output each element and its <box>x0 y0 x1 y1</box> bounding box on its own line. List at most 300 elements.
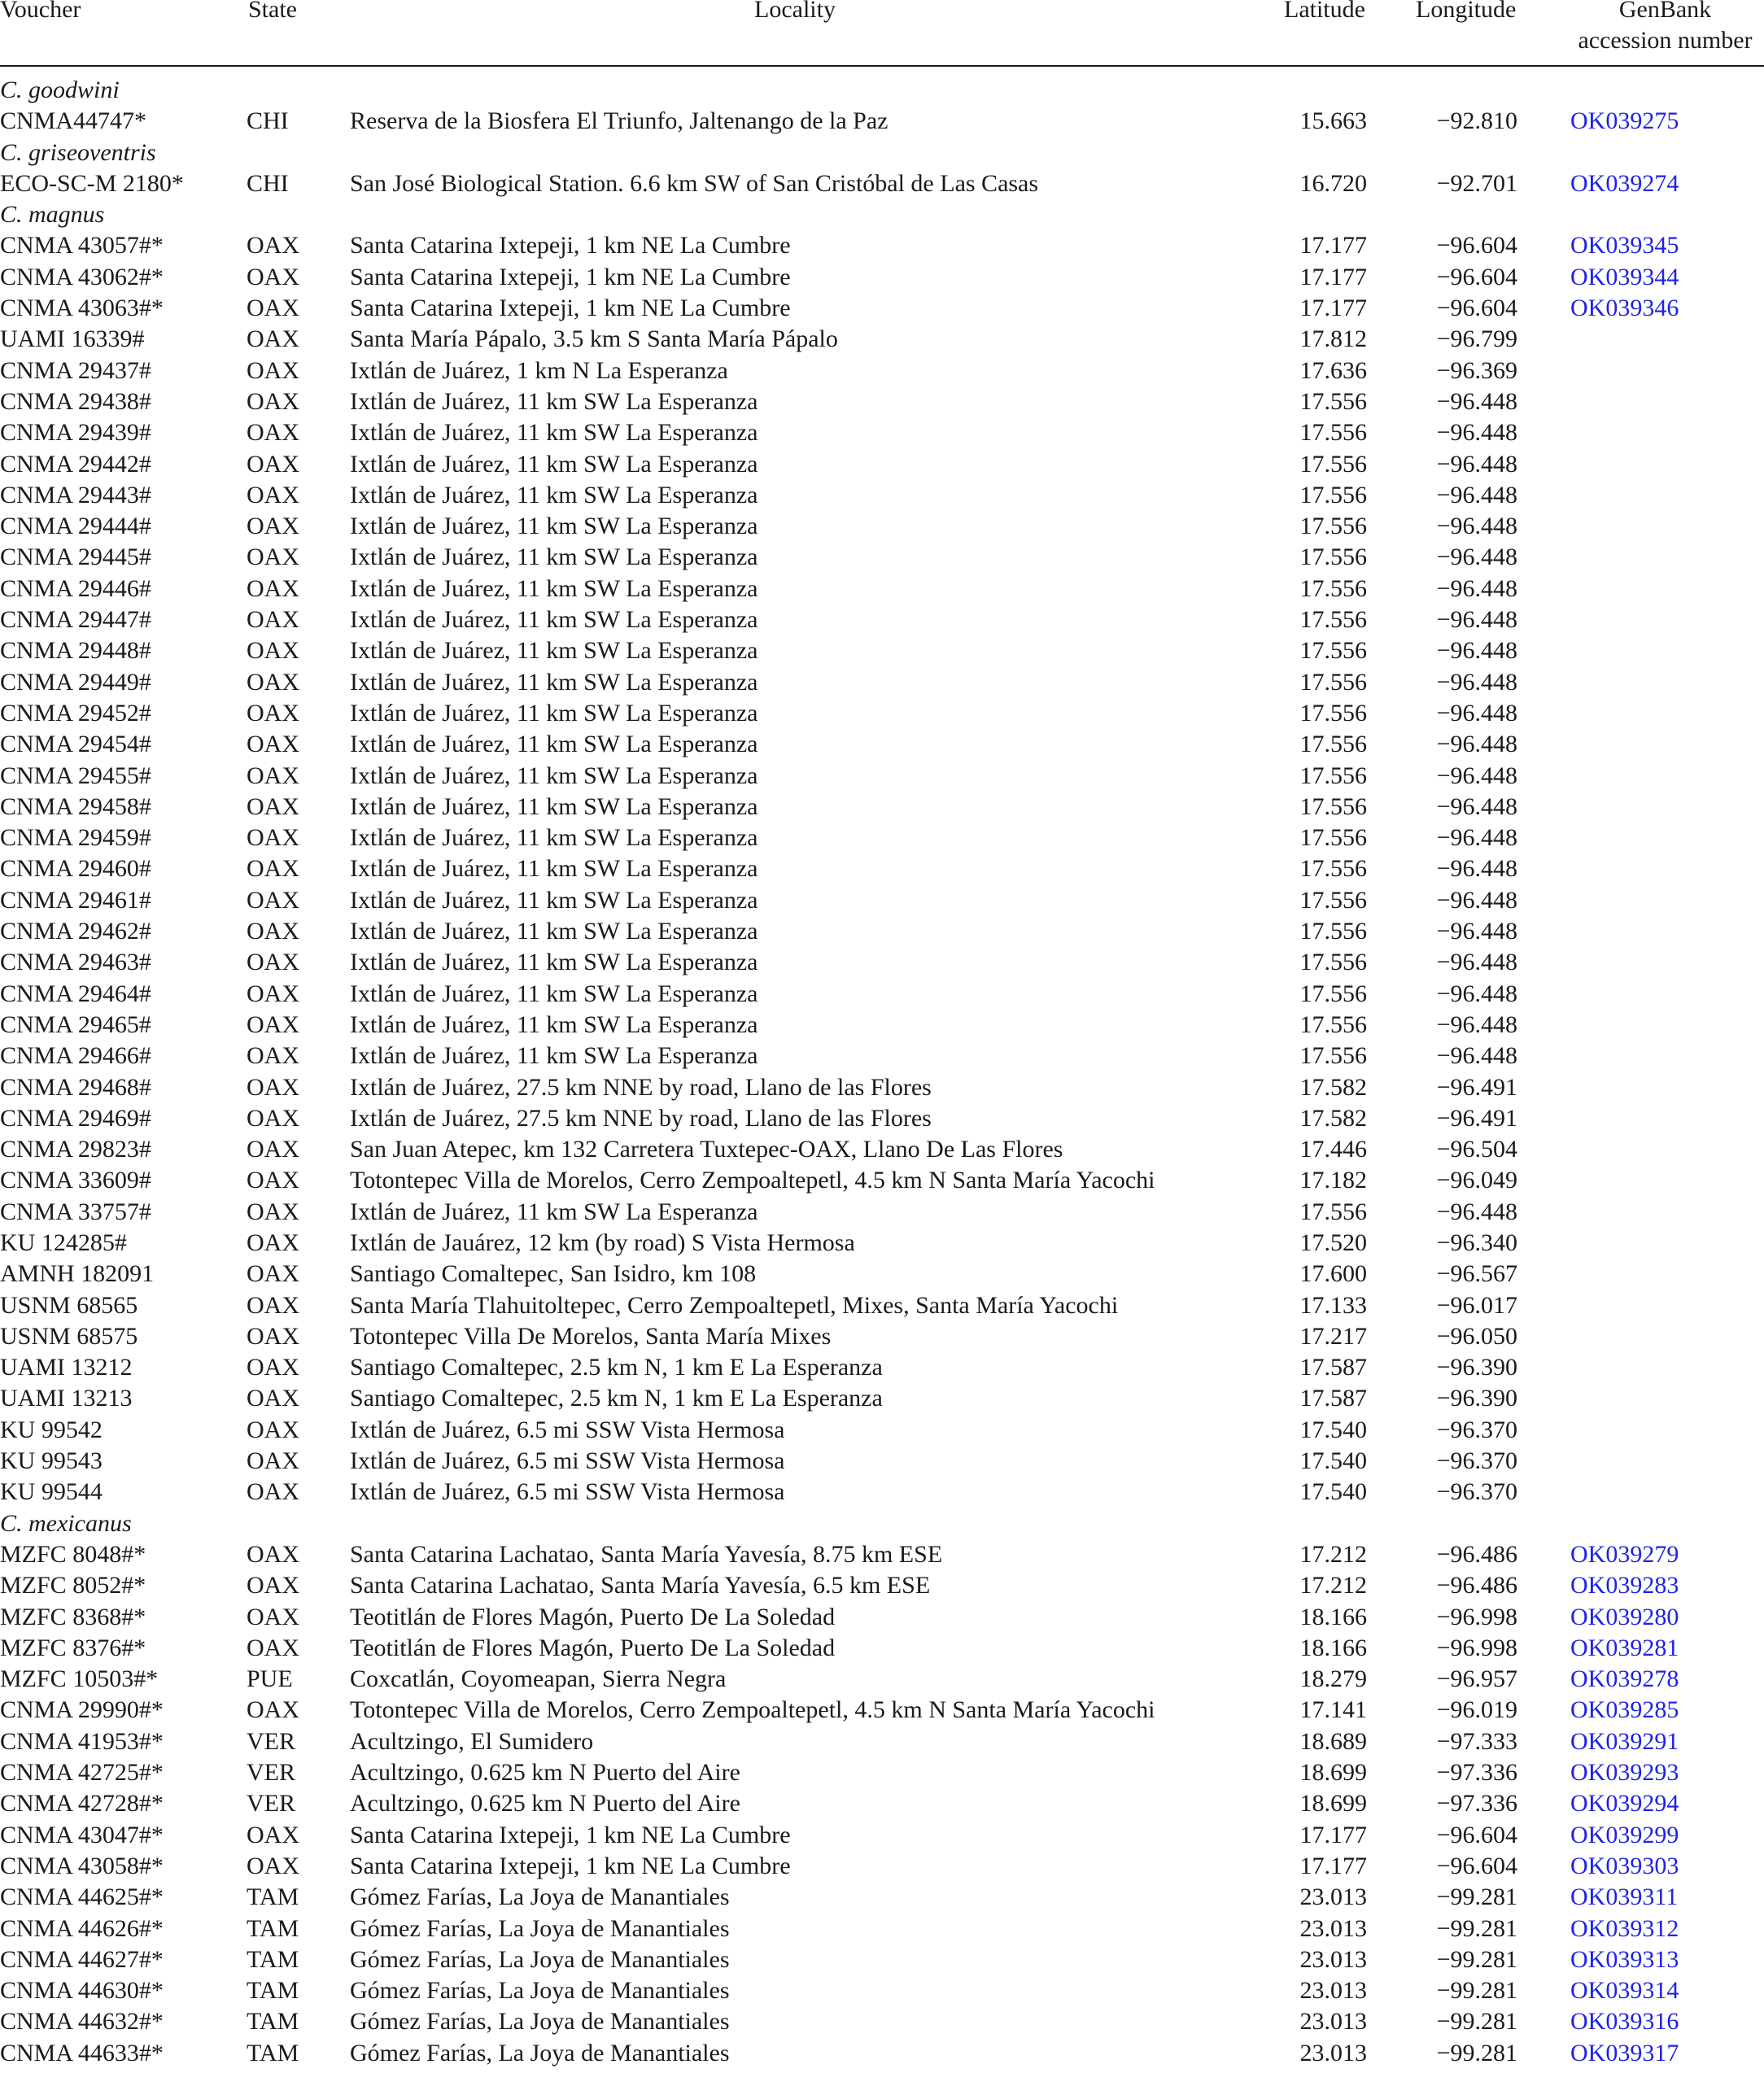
state-cell: OAX <box>247 855 299 883</box>
voucher-cell: KU 99542 <box>0 1416 103 1443</box>
table-row <box>0 324 1764 355</box>
latitude-cell: 17.556 <box>1299 1010 1367 1038</box>
table-row <box>0 1228 1764 1259</box>
state-cell: OAX <box>247 1260 299 1288</box>
table-row <box>0 1695 1764 1726</box>
state-cell: CHI <box>247 169 289 197</box>
state-cell: OAX <box>247 1852 299 1879</box>
locality-cell: Ixtlán de Juárez, 11 km SW La Esperanza <box>350 792 758 820</box>
longitude-cell: −96.448 <box>1436 918 1517 945</box>
locality-cell: Ixtlán de Juárez, 27.5 km NNE by road, Llano de las Flores <box>350 1073 932 1101</box>
table-row <box>0 979 1764 1010</box>
table-row <box>0 1820 1764 1851</box>
table-row <box>0 729 1764 760</box>
state-cell: OAX <box>247 450 299 478</box>
locality-cell: Ixtlán de Jauárez, 12 km (by road) S Vista Hermosa <box>350 1229 855 1256</box>
latitude-cell: 23.013 <box>1299 2008 1367 2036</box>
table-row <box>0 1041 1764 1071</box>
voucher-cell: CNMA 44625#* <box>0 1883 164 1911</box>
voucher-cell: CNMA 43058#* <box>0 1852 164 1879</box>
locality-cell: Ixtlán de Juárez, 11 km SW La Esperanza <box>350 543 758 571</box>
table-row <box>0 947 1764 978</box>
locality-cell: Ixtlán de Juárez, 11 km SW La Esperanza <box>350 637 758 665</box>
latitude-cell: 17.556 <box>1299 513 1367 540</box>
table-row <box>0 1757 1764 1788</box>
locality-cell: Santa María Pápalo, 3.5 km S Santa María Pápalo <box>350 325 838 353</box>
state-cell: OAX <box>247 1354 299 1381</box>
table-row <box>0 1477 1764 1508</box>
voucher-cell: CNMA 29459# <box>0 824 151 852</box>
state-cell: OAX <box>247 574 299 602</box>
table-row <box>0 1944 1764 1975</box>
genbank-link[interactable]: OK039281 <box>1570 1634 1679 1661</box>
locality-cell: Santa Catarina Lachatao, Santa María Yavesía, 6.5 km ESE <box>350 1572 931 1599</box>
voucher-cell: CNMA 29466# <box>0 1042 151 1070</box>
locality-cell: Ixtlán de Juárez, 11 km SW La Esperanza <box>350 886 758 914</box>
voucher-cell: CNMA 29464# <box>0 980 151 1007</box>
state-cell: VER <box>247 1759 295 1787</box>
locality-cell: Ixtlán de Juárez, 6.5 mi SSW Vista Hermosa <box>350 1416 785 1443</box>
locality-cell: Ixtlán de Juárez, 11 km SW La Esperanza <box>350 699 758 727</box>
longitude-cell: −96.448 <box>1436 543 1517 571</box>
latitude-cell: 18.699 <box>1299 1790 1367 1818</box>
longitude-cell: −96.448 <box>1436 731 1517 758</box>
state-cell: VER <box>247 1727 295 1755</box>
table-row <box>0 604 1764 635</box>
latitude-cell: 17.556 <box>1299 574 1367 602</box>
state-cell: OAX <box>247 762 299 789</box>
voucher-cell: CNMA 33609# <box>0 1167 151 1194</box>
locality-cell: Ixtlán de Juárez, 11 km SW La Esperanza <box>350 450 758 478</box>
voucher-cell: CNMA 29452# <box>0 699 151 727</box>
latitude-cell: 17.182 <box>1299 1167 1367 1194</box>
latitude-cell: 17.556 <box>1299 762 1367 789</box>
locality-cell: Gómez Farías, La Joya de Manantiales <box>350 1883 730 1911</box>
state-cell: OAX <box>247 543 299 571</box>
genbank-link[interactable]: OK039346 <box>1570 295 1679 322</box>
table-row <box>0 1352 1764 1383</box>
longitude-cell: −96.448 <box>1436 668 1517 696</box>
state-cell: OAX <box>247 1198 299 1225</box>
table-row <box>0 1570 1764 1601</box>
locality-cell: Santa Catarina Ixtepeji, 1 km NE La Cumbre <box>350 232 791 260</box>
locality-cell: Gómez Farías, La Joya de Manantiales <box>350 2008 730 2036</box>
voucher-cell: ECO-SC-M 2180* <box>0 169 184 197</box>
latitude-cell: 23.013 <box>1299 1977 1367 2005</box>
state-cell: TAM <box>247 1977 299 2005</box>
genbank-link[interactable]: OK039344 <box>1570 263 1679 290</box>
latitude-cell: 17.556 <box>1299 824 1367 852</box>
longitude-cell: −96.448 <box>1436 1010 1517 1038</box>
latitude-cell: 23.013 <box>1299 2039 1367 2066</box>
longitude-cell: −96.448 <box>1436 980 1517 1007</box>
species-group-row <box>0 75 1764 106</box>
latitude-cell: 17.540 <box>1299 1478 1367 1506</box>
longitude-cell: −96.448 <box>1436 606 1517 634</box>
locality-cell: Gómez Farías, La Joya de Manantiales <box>350 1945 730 1973</box>
locality-cell: Reserva de la Biosfera El Triunfo, Jaltenango de la Paz <box>350 107 889 135</box>
longitude-cell: −96.799 <box>1436 325 1517 353</box>
genbank-link[interactable]: OK039291 <box>1570 1727 1679 1755</box>
genbank-link[interactable]: OK039285 <box>1570 1696 1679 1724</box>
locality-cell: Ixtlán de Juárez, 11 km SW La Esperanza <box>350 731 758 758</box>
latitude-cell: 17.556 <box>1299 637 1367 665</box>
genbank-link[interactable]: OK039316 <box>1570 2008 1679 2036</box>
table-row <box>0 1788 1764 1819</box>
state-cell: OAX <box>247 1385 299 1412</box>
voucher-cell: CNMA 42728#* <box>0 1790 164 1818</box>
locality-cell: Ixtlán de Juárez, 11 km SW La Esperanza <box>350 513 758 540</box>
longitude-cell: −96.019 <box>1436 1696 1517 1724</box>
voucher-cell: KU 99544 <box>0 1478 103 1506</box>
state-cell: OAX <box>247 1229 299 1256</box>
state-cell: OAX <box>247 325 299 353</box>
voucher-cell: UAMI 13212 <box>0 1354 133 1381</box>
table-row <box>0 885 1764 916</box>
state-cell: OAX <box>247 731 299 758</box>
locality-cell: Ixtlán de Juárez, 11 km SW La Esperanza <box>350 855 758 883</box>
longitude-cell: −96.050 <box>1436 1322 1517 1350</box>
header-genbank-line1: GenBank <box>1618 0 1712 23</box>
table-row <box>0 386 1764 417</box>
latitude-cell: 17.446 <box>1299 1136 1367 1163</box>
locality-cell: Ixtlán de Juárez, 11 km SW La Esperanza <box>350 1010 758 1038</box>
species-group-row <box>0 199 1764 230</box>
genbank-link[interactable]: OK039317 <box>1570 2039 1679 2066</box>
genbank-link[interactable]: OK039280 <box>1570 1603 1679 1630</box>
locality-cell: Teotitlán de Flores Magón, Puerto De La Soledad <box>350 1634 836 1661</box>
genbank-link[interactable]: OK039294 <box>1570 1790 1679 1818</box>
latitude-cell: 23.013 <box>1299 1914 1367 1942</box>
table-row <box>0 1415 1764 1446</box>
voucher-cell: CNMA 29443# <box>0 481 151 508</box>
latitude-cell: 17.212 <box>1299 1572 1367 1599</box>
table-row <box>0 293 1764 324</box>
longitude-cell: −96.486 <box>1436 1540 1517 1568</box>
state-cell: OAX <box>247 481 299 508</box>
table-row <box>0 1072 1764 1103</box>
locality-cell: Teotitlán de Flores Magón, Puerto De La Soledad <box>350 1603 836 1630</box>
species-name: C. magnus <box>0 201 105 229</box>
voucher-cell: CNMA 43062#* <box>0 263 164 290</box>
locality-cell: Santa Catarina Lachatao, Santa María Yavesía, 8.75 km ESE <box>350 1540 943 1568</box>
table-row <box>0 916 1764 947</box>
latitude-cell: 17.556 <box>1299 450 1367 478</box>
table-row <box>0 106 1764 137</box>
voucher-cell: CNMA 29461# <box>0 886 151 914</box>
table-row <box>0 1290 1764 1321</box>
genbank-link[interactable]: OK039279 <box>1570 1540 1679 1568</box>
state-cell: TAM <box>247 1883 299 1911</box>
genbank-link[interactable]: OK039283 <box>1570 1572 1679 1599</box>
longitude-cell: −96.448 <box>1436 792 1517 820</box>
longitude-cell: −96.448 <box>1436 637 1517 665</box>
locality-cell: Acultzingo, El Sumidero <box>350 1727 594 1755</box>
state-cell: OAX <box>247 699 299 727</box>
longitude-cell: −96.448 <box>1436 574 1517 602</box>
locality-cell: Coxcatlán, Coyomeapan, Sierra Negra <box>350 1665 727 1693</box>
voucher-cell: AMNH 182091 <box>0 1260 155 1288</box>
state-cell: OAX <box>247 232 299 260</box>
voucher-cell: KU 99543 <box>0 1447 103 1475</box>
state-cell: OAX <box>247 886 299 914</box>
longitude-cell: −96.998 <box>1436 1634 1517 1661</box>
header-latitude: Latitude <box>1284 0 1365 23</box>
table-row <box>0 2038 1764 2069</box>
state-cell: OAX <box>247 1291 299 1319</box>
state-cell: OAX <box>247 1540 299 1568</box>
table-row <box>0 1975 1764 2006</box>
latitude-cell: 17.556 <box>1299 668 1367 696</box>
longitude-cell: −92.701 <box>1436 169 1517 197</box>
species-name: C. griseoventris <box>0 138 156 166</box>
locality-cell: Ixtlán de Juárez, 11 km SW La Esperanza <box>350 762 758 789</box>
state-cell: OAX <box>247 1696 299 1724</box>
state-cell: OAX <box>247 1634 299 1661</box>
locality-cell: Ixtlán de Juárez, 11 km SW La Esperanza <box>350 387 758 415</box>
voucher-cell: MZFC 8368#* <box>0 1603 146 1630</box>
state-cell: OAX <box>247 606 299 634</box>
table-row <box>0 1602 1764 1633</box>
longitude-cell: −96.604 <box>1436 232 1517 260</box>
table-row <box>0 480 1764 511</box>
table-row <box>0 635 1764 666</box>
table-row <box>0 1134 1764 1165</box>
longitude-cell: −96.604 <box>1436 1852 1517 1879</box>
locality-cell: Santa Catarina Ixtepeji, 1 km NE La Cumbre <box>350 263 791 290</box>
header-genbank <box>1566 0 1764 56</box>
latitude-cell: 17.556 <box>1299 1042 1367 1070</box>
table-row <box>0 1010 1764 1041</box>
latitude-cell: 18.699 <box>1299 1759 1367 1787</box>
table-row <box>0 356 1764 386</box>
locality-cell: Acultzingo, 0.625 km N Puerto del Aire <box>350 1790 740 1818</box>
genbank-link[interactable]: OK039274 <box>1570 169 1679 197</box>
locality-cell: Acultzingo, 0.625 km N Puerto del Aire <box>350 1759 740 1787</box>
longitude-cell: −96.448 <box>1436 949 1517 976</box>
table-row <box>0 1914 1764 1944</box>
latitude-cell: 17.556 <box>1299 699 1367 727</box>
voucher-cell: CNMA 29449# <box>0 668 151 696</box>
voucher-cell: CNMA 29463# <box>0 949 151 976</box>
latitude-cell: 17.600 <box>1299 1260 1367 1288</box>
locality-cell: Ixtlán de Juárez, 11 km SW La Esperanza <box>350 949 758 976</box>
latitude-cell: 18.689 <box>1299 1727 1367 1755</box>
locality-cell: Santiago Comaltepec, 2.5 km N, 1 km E La Esperanza <box>350 1385 883 1412</box>
voucher-cell: MZFC 10503#* <box>0 1665 159 1693</box>
table-row <box>0 511 1764 542</box>
genbank-link[interactable]: OK039314 <box>1570 1977 1679 2005</box>
table-row <box>0 1664 1764 1695</box>
locality-cell: Santa María Tlahuitoltepec, Cerro Zempoaltepetl, Mixes, Santa María Yacochi <box>350 1291 1119 1319</box>
genbank-link[interactable]: OK039312 <box>1570 1914 1679 1942</box>
latitude-cell: 17.217 <box>1299 1322 1367 1350</box>
voucher-cell: CNMA 29439# <box>0 419 151 447</box>
longitude-cell: −96.998 <box>1436 1603 1517 1630</box>
longitude-cell: −96.604 <box>1436 295 1517 322</box>
locality-cell: Totontepec Villa de Morelos, Cerro Zempoaltepetl, 4.5 km N Santa María Yacochi <box>350 1696 1155 1724</box>
voucher-cell: CNMA 29990#* <box>0 1696 164 1724</box>
latitude-cell: 18.166 <box>1299 1603 1367 1630</box>
longitude-cell: −99.281 <box>1436 2039 1517 2066</box>
table-row <box>0 262 1764 293</box>
locality-cell: Santiago Comaltepec, 2.5 km N, 1 km E La Esperanza <box>350 1354 883 1381</box>
state-cell: OAX <box>247 1478 299 1506</box>
locality-cell: Totontepec Villa De Morelos, Santa María Mixes <box>350 1322 832 1350</box>
latitude-cell: 17.556 <box>1299 949 1367 976</box>
longitude-cell: −96.049 <box>1436 1167 1517 1194</box>
latitude-cell: 17.177 <box>1299 232 1367 260</box>
longitude-cell: −96.491 <box>1436 1073 1517 1101</box>
locality-cell: Gómez Farías, La Joya de Manantiales <box>350 2039 730 2066</box>
voucher-cell: KU 124285# <box>0 1229 127 1256</box>
latitude-cell: 17.177 <box>1299 263 1367 290</box>
table-row <box>0 698 1764 729</box>
voucher-cell: CNMA 44630#* <box>0 1977 164 2005</box>
latitude-cell: 17.212 <box>1299 1540 1367 1568</box>
locality-cell: Santa Catarina Ixtepeji, 1 km NE La Cumbre <box>350 1821 791 1848</box>
longitude-cell: −96.390 <box>1436 1354 1517 1381</box>
state-cell: OAX <box>247 824 299 852</box>
latitude-cell: 17.141 <box>1299 1696 1367 1724</box>
table-row <box>0 1383 1764 1414</box>
genbank-link[interactable]: OK039275 <box>1570 107 1679 135</box>
voucher-cell: CNMA 43057#* <box>0 232 164 260</box>
header-state: State <box>248 0 297 23</box>
table-row <box>0 1851 1764 1882</box>
voucher-cell: CNMA 33757# <box>0 1198 151 1225</box>
locality-cell: Ixtlán de Juárez, 11 km SW La Esperanza <box>350 1042 758 1070</box>
voucher-cell: CNMA 29447# <box>0 606 151 634</box>
state-cell: VER <box>247 1790 295 1818</box>
state-cell: OAX <box>247 918 299 945</box>
state-cell: PUE <box>247 1665 293 1693</box>
header-locality: Locality <box>754 0 836 23</box>
locality-cell: Ixtlán de Juárez, 6.5 mi SSW Vista Hermosa <box>350 1447 785 1475</box>
table-row <box>0 574 1764 604</box>
genbank-link[interactable]: OK039311 <box>1570 1883 1679 1911</box>
state-cell: OAX <box>247 980 299 1007</box>
locality-cell: Ixtlán de Juárez, 11 km SW La Esperanza <box>350 574 758 602</box>
latitude-cell: 17.556 <box>1299 419 1367 447</box>
state-cell: TAM <box>247 1914 299 1942</box>
latitude-cell: 17.556 <box>1299 731 1367 758</box>
latitude-cell: 17.636 <box>1299 356 1367 384</box>
voucher-cell: CNMA 29437# <box>0 356 151 384</box>
state-cell: TAM <box>247 2008 299 2036</box>
longitude-cell: −99.281 <box>1436 1914 1517 1942</box>
state-cell: OAX <box>247 1167 299 1194</box>
longitude-cell: −99.281 <box>1436 2008 1517 2036</box>
table-row <box>0 1446 1764 1477</box>
longitude-cell: −97.333 <box>1436 1727 1517 1755</box>
table-row <box>0 1259 1764 1290</box>
latitude-cell: 17.556 <box>1299 855 1367 883</box>
genbank-link[interactable]: OK039313 <box>1570 1945 1679 1973</box>
longitude-cell: −96.448 <box>1436 1042 1517 1070</box>
state-cell: OAX <box>247 387 299 415</box>
latitude-cell: 17.540 <box>1299 1447 1367 1475</box>
state-cell: OAX <box>247 1447 299 1475</box>
table-row <box>0 1539 1764 1570</box>
voucher-cell: CNMA44747* <box>0 107 147 135</box>
genbank-link[interactable]: OK039278 <box>1570 1665 1679 1693</box>
locality-cell: Totontepec Villa de Morelos, Cerro Zempoaltepetl, 4.5 km N Santa María Yacochi <box>350 1167 1155 1194</box>
longitude-cell: −96.491 <box>1436 1104 1517 1132</box>
header-rule <box>0 65 1764 67</box>
table-row <box>0 230 1764 261</box>
state-cell: OAX <box>247 356 299 384</box>
voucher-cell: MZFC 8052#* <box>0 1572 146 1599</box>
longitude-cell: −97.336 <box>1436 1759 1517 1787</box>
locality-cell: Ixtlán de Juárez, 11 km SW La Esperanza <box>350 918 758 945</box>
voucher-cell: CNMA 29444# <box>0 513 151 540</box>
state-cell: OAX <box>247 1104 299 1132</box>
locality-cell: Ixtlán de Juárez, 27.5 km NNE by road, Llano de las Flores <box>350 1104 932 1132</box>
table-row <box>0 1197 1764 1228</box>
table-row <box>0 2006 1764 2037</box>
table-row <box>0 667 1764 698</box>
state-cell: OAX <box>247 1073 299 1101</box>
species-name: C. mexicanus <box>0 1509 132 1537</box>
latitude-cell: 17.556 <box>1299 980 1367 1007</box>
locality-cell: Ixtlán de Juárez, 1 km N La Esperanza <box>350 356 728 384</box>
voucher-cell: CNMA 29448# <box>0 637 151 665</box>
longitude-cell: −96.448 <box>1436 886 1517 914</box>
voucher-cell: CNMA 44626#* <box>0 1914 164 1942</box>
longitude-cell: −96.448 <box>1436 1198 1517 1225</box>
latitude-cell: 16.720 <box>1299 169 1367 197</box>
longitude-cell: −96.448 <box>1436 762 1517 789</box>
locality-cell: Ixtlán de Juárez, 11 km SW La Esperanza <box>350 824 758 852</box>
longitude-cell: −96.604 <box>1436 1821 1517 1848</box>
latitude-cell: 17.556 <box>1299 543 1367 571</box>
longitude-cell: −96.448 <box>1436 419 1517 447</box>
voucher-cell: CNMA 44632#* <box>0 2008 164 2036</box>
locality-cell: Santa Catarina Ixtepeji, 1 km NE La Cumbre <box>350 1852 791 1879</box>
longitude-cell: −96.448 <box>1436 387 1517 415</box>
state-cell: OAX <box>247 1603 299 1630</box>
longitude-cell: −99.281 <box>1436 1977 1517 2005</box>
genbank-link[interactable]: OK039293 <box>1570 1759 1679 1787</box>
latitude-cell: 17.556 <box>1299 918 1367 945</box>
genbank-link[interactable]: OK039299 <box>1570 1821 1679 1848</box>
longitude-cell: −96.369 <box>1436 356 1517 384</box>
latitude-cell: 23.013 <box>1299 1883 1367 1911</box>
voucher-cell: CNMA 43063#* <box>0 295 164 322</box>
table-row <box>0 1633 1764 1664</box>
latitude-cell: 17.556 <box>1299 1198 1367 1225</box>
genbank-link[interactable]: OK039303 <box>1570 1852 1679 1879</box>
longitude-cell: −99.281 <box>1436 1883 1517 1911</box>
latitude-cell: 17.587 <box>1299 1385 1367 1412</box>
longitude-cell: −96.340 <box>1436 1229 1517 1256</box>
voucher-cell: USNM 68575 <box>0 1322 138 1350</box>
voucher-cell: CNMA 29455# <box>0 762 151 789</box>
longitude-cell: −96.448 <box>1436 450 1517 478</box>
voucher-cell: CNMA 29458# <box>0 792 151 820</box>
table-row <box>0 853 1764 884</box>
state-cell: OAX <box>247 1322 299 1350</box>
latitude-cell: 17.556 <box>1299 387 1367 415</box>
state-cell: OAX <box>247 263 299 290</box>
voucher-cell: CNMA 44633#* <box>0 2039 164 2066</box>
table-row <box>0 449 1764 480</box>
state-cell: OAX <box>247 419 299 447</box>
longitude-cell: −96.370 <box>1436 1447 1517 1475</box>
latitude-cell: 17.540 <box>1299 1416 1367 1443</box>
genbank-link[interactable]: OK039345 <box>1570 232 1679 260</box>
